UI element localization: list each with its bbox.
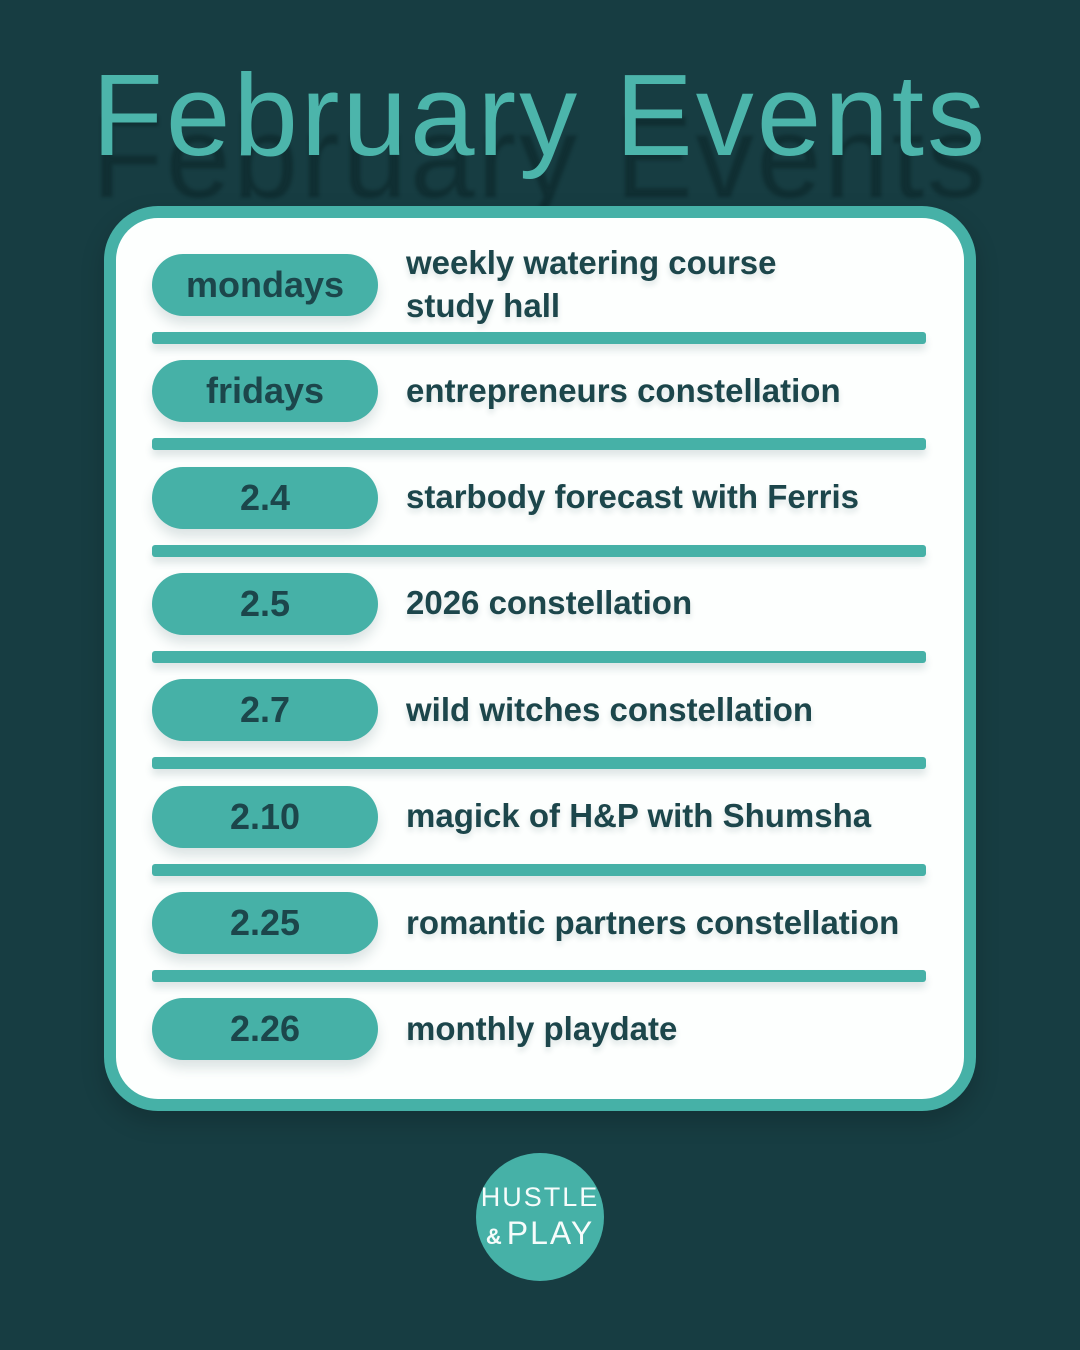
- event-date-badge: 2.7: [152, 679, 378, 741]
- event-row: [152, 982, 926, 1076]
- row-divider: [152, 970, 926, 982]
- row-divider: [152, 757, 926, 769]
- event-description-line: study hall: [406, 286, 561, 324]
- event-description-line: weekly watering course: [406, 243, 777, 281]
- event-description: [406, 242, 777, 328]
- logo-ampersand: &: [485, 1223, 502, 1249]
- event-date-badge: 2.26: [152, 998, 378, 1060]
- event-row: [152, 663, 926, 757]
- event-description-line: wild witches constellation: [406, 690, 814, 728]
- row-divider: [152, 864, 926, 876]
- event-description-line: starbody forecast with Ferris: [406, 478, 859, 516]
- row-divider: [152, 651, 926, 663]
- logo-text-hustle: HUSTLE: [480, 1181, 600, 1212]
- row-divider: [152, 545, 926, 557]
- event-date-badge: mondays: [152, 254, 378, 316]
- row-divider: [152, 332, 926, 344]
- event-description: [406, 795, 871, 838]
- events-list: [116, 218, 964, 1099]
- event-date-badge: 2.25: [152, 892, 378, 954]
- event-date-badge: 2.10: [152, 786, 378, 848]
- row-divider: [152, 438, 926, 450]
- event-description-line: magick of H&P with Shumsha: [406, 797, 872, 835]
- event-row: [152, 450, 926, 544]
- event-date-badge: fridays: [152, 360, 378, 422]
- event-description-line: 2026 constellation: [406, 584, 693, 622]
- event-description: [406, 582, 692, 625]
- page-title: February Events: [91, 50, 989, 180]
- event-row: [152, 876, 926, 970]
- event-row: [152, 344, 926, 438]
- event-row: [152, 769, 926, 863]
- events-card: [104, 206, 976, 1111]
- event-description: [406, 689, 813, 732]
- event-description-line: romantic partners constellation: [406, 903, 900, 941]
- event-date-badge: 2.4: [152, 467, 378, 529]
- event-date-badge: 2.5: [152, 573, 378, 635]
- event-description-line: monthly playdate: [406, 1009, 678, 1047]
- event-description: [406, 370, 841, 413]
- logo-text-play: PLAY: [506, 1214, 595, 1251]
- logo-line-two: [486, 1215, 594, 1252]
- event-description: [406, 1008, 677, 1051]
- event-description: [406, 476, 859, 519]
- event-description-line: entrepreneurs constellation: [406, 371, 841, 409]
- hustle-and-play-logo: [476, 1153, 604, 1281]
- event-row: [152, 557, 926, 651]
- event-description: [406, 902, 899, 945]
- event-row: [152, 238, 926, 332]
